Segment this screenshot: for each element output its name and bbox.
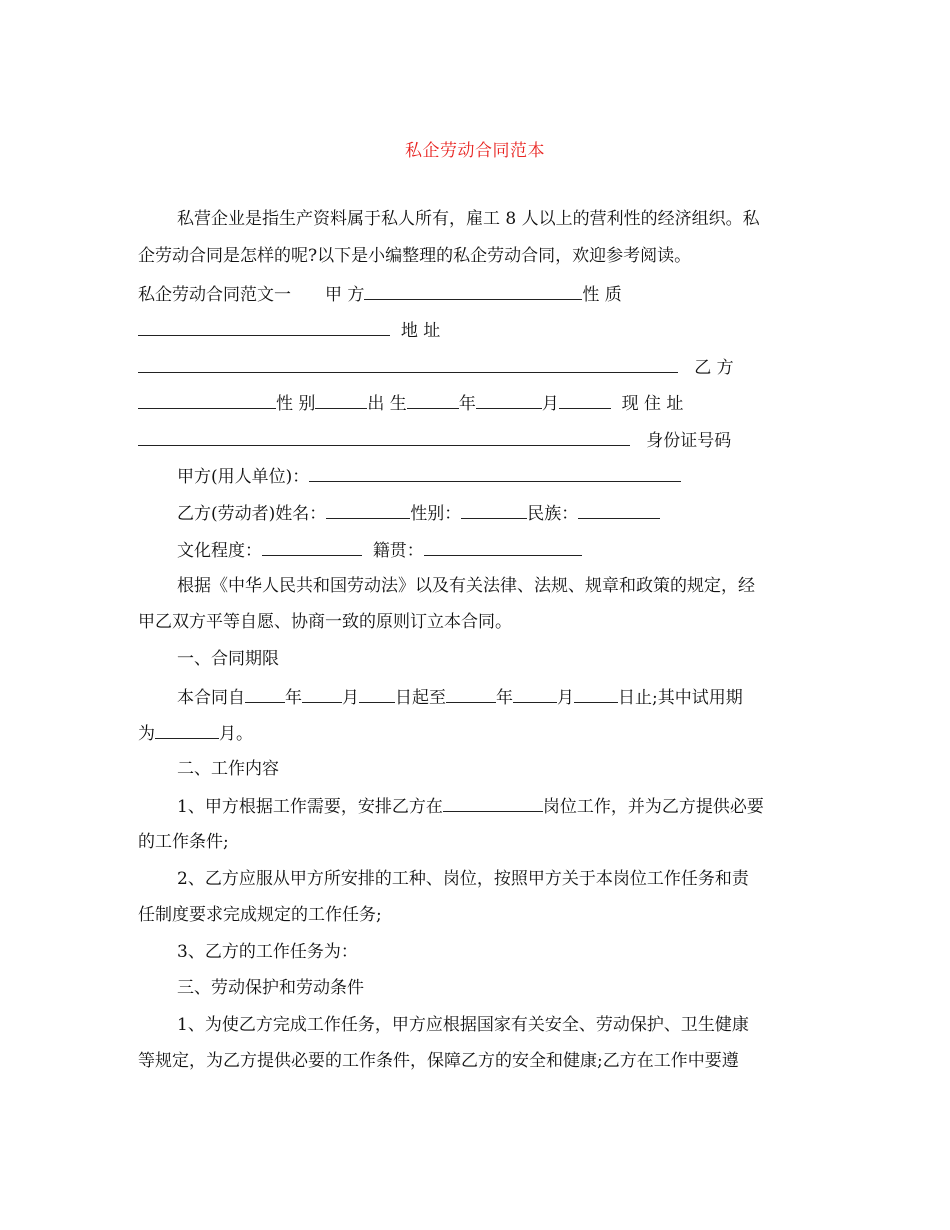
year-label: 年 [458,394,476,414]
section-3-heading: 三、劳动保护和劳动条件 [177,978,364,998]
section-2-heading: 二、工作内容 [177,759,279,779]
start-year-label: 年 [285,688,302,708]
probation-prefix: 为 [138,724,155,744]
sample-label: 私企劳动合同范文一 [138,285,291,305]
employee-ethnicity-blank[interactable] [578,501,660,519]
current-address-label: 现 住 址 [621,394,684,414]
probation-suffix: 月。 [219,724,253,744]
end-year-label: 年 [496,688,513,708]
section-2-item-1 [177,794,764,818]
start-day-blank[interactable] [359,685,395,703]
post-blank[interactable] [443,794,543,812]
basis-line-1: 根据《中华人民共和国劳动法》以及有关法律、法规、规章和政策的规定，经 [177,576,755,596]
nature-blank[interactable] [138,318,390,336]
section-2-item-2-line-2: 任制度要求完成规定的工作任务; [138,905,382,925]
origin-label: 籍贯： [372,541,424,561]
education-label: 文化程度： [177,541,262,561]
term-prefix: 本合同自 [177,688,245,708]
education-line [177,538,582,562]
start-month-blank[interactable] [302,685,342,703]
employer-line [177,464,681,488]
end-month-blank[interactable] [513,685,557,703]
probation-blank[interactable] [155,721,219,739]
address-label: 地 址 [400,321,441,341]
end-day-blank[interactable] [574,685,618,703]
party-b-label: 乙 方 [694,358,734,378]
employer-label: 甲方(用人单位)： [177,467,310,487]
item-1-suffix: 岗位工作，并为乙方提供必要 [542,797,764,817]
section-1-heading: 一、合同期限 [177,649,279,669]
start-day-label: 日起至 [395,688,446,708]
end-year-blank[interactable] [446,685,496,703]
education-blank[interactable] [262,538,362,556]
birth-month-blank[interactable] [476,391,542,409]
start-year-blank[interactable] [245,685,285,703]
employee-gender-label: 性别： [410,504,462,524]
start-month-label: 月 [342,688,359,708]
employee-gender-blank[interactable] [461,501,527,519]
section-2-item-1-line-2: 的工作条件; [138,832,229,852]
nature-label: 性 质 [582,285,622,305]
section-3-item-1-line-1: 1、为使乙方完成工作任务，甲方应根据国家有关安全、劳动保护、卫生健康 [177,1015,749,1035]
end-month-label: 月 [557,688,574,708]
employee-line [177,501,660,525]
header-form-line-1 [138,282,622,306]
section-1-term-line [177,685,743,709]
item-1-prefix: 1、甲方根据工作需要，安排乙方在 [177,797,443,817]
end-day-label: 日止;其中试用期 [618,688,743,708]
birth-year-blank[interactable] [407,391,459,409]
origin-blank[interactable] [424,538,582,556]
basis-line-2: 甲乙双方平等自愿、协商一致的原则订立本合同。 [138,612,512,632]
current-address-blank[interactable] [138,428,630,446]
header-form-line-2 [138,318,440,342]
section-3-item-1-line-2: 等规定，为乙方提供必要的工作条件，保障乙方的安全和健康;乙方在工作中要遵 [138,1051,739,1071]
birth-day-blank[interactable] [559,391,611,409]
header-form-line-3 [138,355,734,379]
section-2-item-3: 3、乙方的工作任务为： [177,942,358,962]
id-number-label: 身份证号码 [646,431,732,451]
header-form-line-4 [138,391,683,415]
employee-name-label: 乙方(劳动者)姓名： [177,504,327,524]
intro-line-1: 私营企业是指生产资料属于私人所有，雇工 8 人以上的营利性的经济组织。私 [177,209,760,229]
section-1-probation-line [138,721,253,745]
month-label: 月 [541,394,559,414]
intro-line-2: 企劳动合同是怎样的呢?以下是小编整理的私企劳动合同，欢迎参考阅读。 [138,246,692,266]
document-title: 私企劳动合同范本 [405,141,545,161]
header-form-line-5 [138,428,731,452]
party-a-label: 甲 方 [325,285,365,305]
employee-name-blank[interactable] [326,501,410,519]
section-2-item-2-line-1: 2、乙方应服从甲方所安排的工种、岗位，按照甲方关于本岗位工作任务和责 [177,869,749,889]
gender-label: 性 别 [276,394,316,414]
employer-blank[interactable] [309,464,681,482]
birth-label: 出 生 [367,394,407,414]
address-blank[interactable] [138,355,678,373]
party-a-blank[interactable] [364,282,582,300]
employee-ethnicity-label: 民族： [527,504,579,524]
party-b-blank[interactable] [138,391,276,409]
gender-blank[interactable] [315,391,367,409]
